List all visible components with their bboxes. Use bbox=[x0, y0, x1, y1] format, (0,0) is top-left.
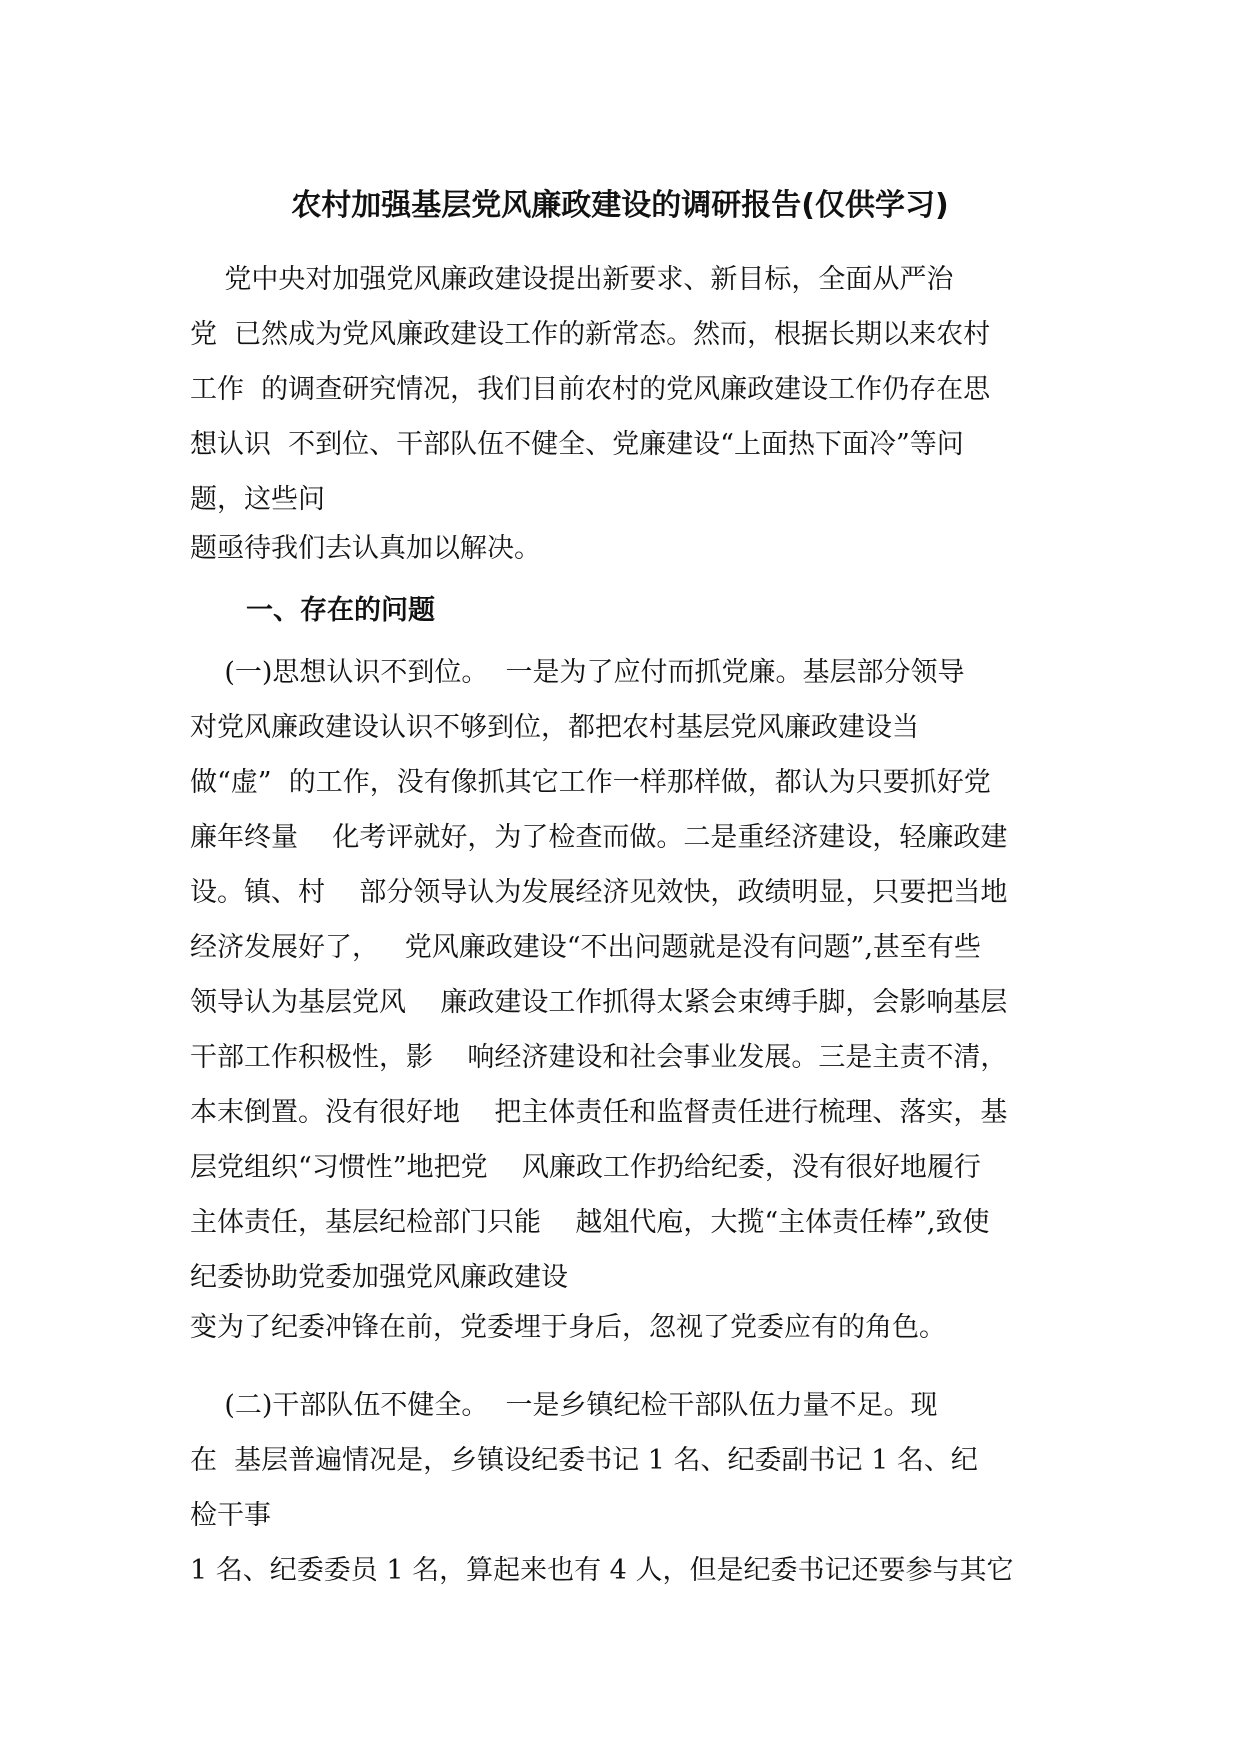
para1-line-8: 干部工作积极性，影 响经济建设和社会事业发展。三是主责不清， bbox=[190, 1042, 1008, 1073]
para2-line-2: 在 基层普遍情况是，乡镇设纪委书记 1 名、纪委副书记 1 名、纪 bbox=[190, 1445, 978, 1476]
intro-line-6: 题亟待我们去认真加以解决。 bbox=[190, 533, 541, 564]
para2-line-1: (二)干部队伍不健全。 一是乡镇纪检干部队伍力量不足。现 bbox=[190, 1390, 938, 1421]
intro-line-5: 题，这些问 bbox=[190, 484, 325, 515]
para1-line-12: 纪委协助党委加强党风廉政建设 bbox=[190, 1262, 568, 1293]
para1-line-5: 设。镇、村 部分领导认为发展经济见效快，政绩明显，只要把当地 bbox=[190, 877, 1008, 908]
para1-line-3: 做“虚” 的工作，没有像抓其它工作一样那样做，都认为只要抓好党 bbox=[190, 767, 991, 798]
intro-line-2: 党 已然成为党风廉政建设工作的新常态。然而，根据长期以来农村 bbox=[190, 319, 991, 350]
para1-line-4: 廉年终量 化考评就好，为了检查而做。二是重经济建设，轻廉政建 bbox=[190, 822, 1008, 853]
para1-line-7: 领导认为基层党风 廉政建设工作抓得太紧会束缚手脚，会影响基层 bbox=[190, 987, 1008, 1018]
intro-line-1: 党中央对加强党风廉政建设提出新要求、新目标，全面从严治 bbox=[190, 264, 954, 295]
para2-line-4: 1 名、纪委委员 1 名，算起来也有 4 人，但是纪委书记还要参与其它 bbox=[190, 1555, 1014, 1586]
para1-line-9: 本末倒置。没有很好地 把主体责任和监督责任进行梳理、落实，基 bbox=[190, 1097, 1008, 1128]
para1-line-11: 主体责任，基层纪检部门只能 越俎代庖，大揽“主体责任棒”,致使 bbox=[190, 1207, 990, 1238]
para1-line-2: 对党风廉政建设认识不够到位，都把农村基层党风廉政建设当 bbox=[190, 712, 919, 743]
section-heading: 一、存在的问题 bbox=[246, 595, 435, 626]
intro-line-4: 想认识 不到位、干部队伍不健全、党廉建设“上面热下面冷”等问 bbox=[190, 429, 964, 460]
document-title: 农村加强基层党风廉政建设的调研报告(仅供学习) bbox=[291, 188, 949, 223]
para2-line-3: 检干事 bbox=[190, 1500, 271, 1531]
para1-line-10: 层党组织“习惯性”地把党 风廉政工作扔给纪委，没有很好地履行 bbox=[190, 1152, 981, 1183]
intro-line-3: 工作 的调查研究情况，我们目前农村的党风廉政建设工作仍存在思 bbox=[190, 374, 991, 405]
para1-line-1: (一)思想认识不到位。 一是为了应付而抓党廉。基层部分领导 bbox=[190, 657, 965, 688]
para1-line-6: 经济发展好了， 党风廉政建设“不出问题就是没有问题”,甚至有些 bbox=[190, 932, 981, 963]
para1-line-13: 变为了纪委冲锋在前，党委埋于身后，忽视了党委应有的角色。 bbox=[190, 1312, 946, 1343]
